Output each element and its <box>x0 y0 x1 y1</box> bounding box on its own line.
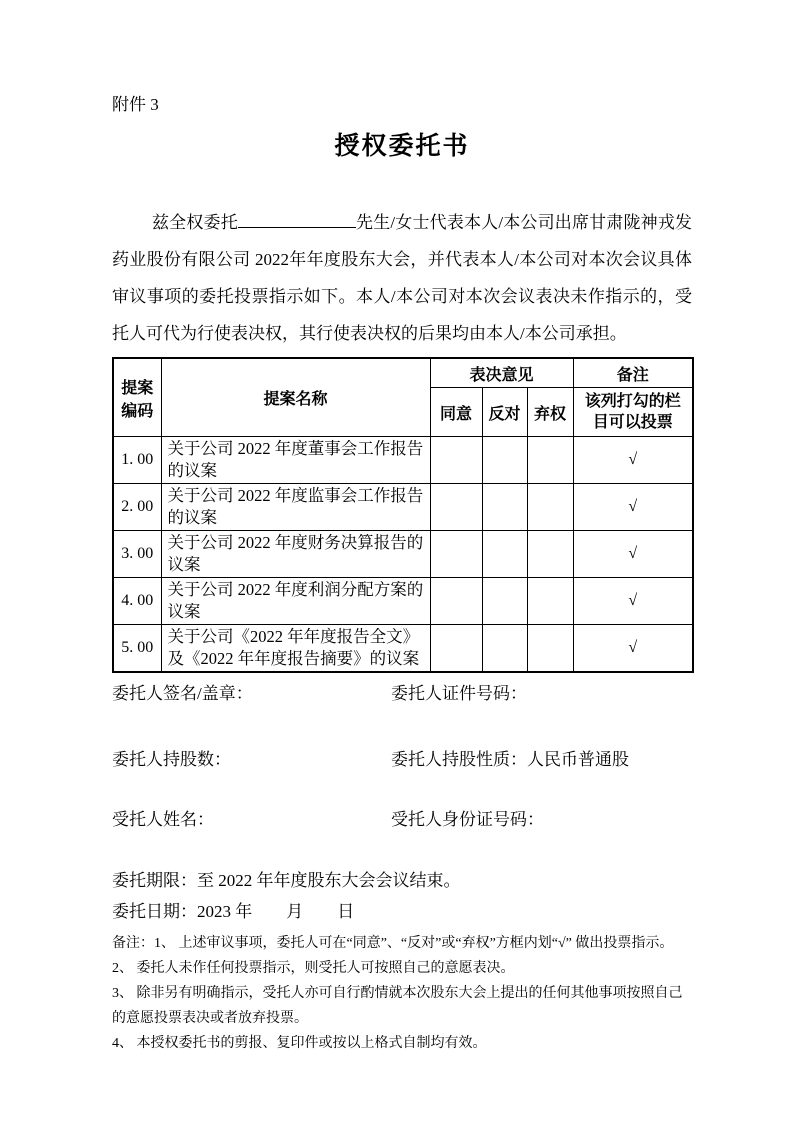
agree-vote-cell <box>430 484 482 531</box>
share-type-label: 委托人持股性质： <box>391 750 527 769</box>
agree-header: 同意 <box>430 388 482 437</box>
signature-blank-line <box>238 210 356 228</box>
note-line: 4、 本授权委托书的剪报、复印件或按以上格式自制均有效。 <box>112 1036 487 1051</box>
remark-header: 备注 <box>573 358 693 388</box>
remark-check-cell: √ <box>573 625 693 673</box>
proposal-code-header: 提案编码 <box>113 358 161 437</box>
trustee-name-label: 受托人姓名： <box>112 810 214 829</box>
remark-check-cell: √ <box>573 437 693 484</box>
proposal-name-header: 提案名称 <box>161 358 430 437</box>
note-line: 3、 除非另有明确指示，受托人亦可自行酌情就本次股东大会上提出的任何其他事项按照自己的意愿投票表决或者放弃投票。 <box>112 986 683 1026</box>
field-row <box>112 683 692 705</box>
against-vote-cell <box>482 625 527 673</box>
intro-paragraph <box>112 204 692 352</box>
against-vote-cell <box>482 484 527 531</box>
agree-vote-cell <box>430 437 482 484</box>
proposal-code-cell: 5. 00 <box>113 625 161 673</box>
abstain-vote-cell <box>527 437 573 484</box>
intro-after-blank: 先生/女士代表本人/本公司出席甘肃陇神戎发药业股份有限公司 2022年年度股东大会，并代表本人/本公司对本次会议具体审议事项的委托投票指示如下。本人/本公司对本次会议表决未作指示的，受托人可代为行使表决权，其行使表决权的后果均由本人/本公司承担。 <box>112 213 692 343</box>
intro-before-blank: 兹全权委托 <box>152 213 238 232</box>
table-row <box>113 484 693 531</box>
proposal-code-cell: 3. 00 <box>113 531 161 578</box>
against-vote-cell <box>482 578 527 625</box>
proposal-name-cell: 关于公司《2022 年年度报告全文》及《2022 年年度报告摘要》的议案 <box>161 625 430 673</box>
fields-section <box>112 683 692 923</box>
vote-opinion-header: 表决意见 <box>430 358 573 388</box>
abstain-vote-cell <box>527 625 573 673</box>
table-header-row-1 <box>113 358 693 388</box>
proposal-name-cell: 关于公司 2022 年度董事会工作报告的议案 <box>161 437 430 484</box>
proposal-code-cell: 2. 00 <box>113 484 161 531</box>
share-type-field <box>391 749 629 771</box>
proposal-name-cell: 关于公司 2022 年度监事会工作报告的议案 <box>161 484 430 531</box>
proposal-name-cell: 关于公司 2022 年度财务决算报告的议案 <box>161 531 430 578</box>
doc-title: 授权委托书 <box>334 132 470 160</box>
against-vote-cell <box>482 437 527 484</box>
abstain-vote-cell <box>527 578 573 625</box>
against-vote-cell <box>482 531 527 578</box>
document-content <box>112 0 692 1056</box>
proxy-vote-table <box>112 357 694 673</box>
agree-vote-cell <box>430 578 482 625</box>
agree-vote-cell <box>430 625 482 673</box>
remark-check-cell: √ <box>573 578 693 625</box>
note-line: 2、 委托人未作任何投票指示，则受托人可按照自己的意愿表决。 <box>112 961 515 976</box>
remark-check-cell: √ <box>573 484 693 531</box>
proposal-code-cell: 4. 00 <box>113 578 161 625</box>
grantor-shares-label: 委托人持股数： <box>112 750 231 769</box>
table-row <box>113 437 693 484</box>
trustee-id-label: 受托人身份证号码： <box>391 810 544 829</box>
agree-vote-cell <box>430 531 482 578</box>
remark-subheader: 该列打勾的栏目可以投票 <box>573 388 693 437</box>
table-row <box>113 531 693 578</box>
field-row <box>112 809 692 831</box>
attachment-label: 附件 3 <box>112 95 159 114</box>
field-row <box>112 749 692 771</box>
table-row <box>113 625 693 673</box>
notes-section <box>112 931 692 1056</box>
abstain-header: 弃权 <box>527 388 573 437</box>
remark-check-cell: √ <box>573 531 693 578</box>
note-line: 备注：1、 上述审议事项，委托人可在“同意”、“反对”或“弃权”方框内划“√” 做出投票指示。 <box>112 936 674 951</box>
proposal-code-cell: 1. 00 <box>113 437 161 484</box>
grantor-signature-label: 委托人签名/盖章： <box>112 684 253 703</box>
table-row <box>113 578 693 625</box>
proposal-name-cell: 关于公司 2022 年度利润分配方案的议案 <box>161 578 430 625</box>
grantor-id-label: 委托人证件号码： <box>391 684 527 703</box>
abstain-vote-cell <box>527 531 573 578</box>
proxy-date-line: 委托日期：2023 年 月 日 <box>112 902 355 921</box>
share-type-value: 人民币普通股 <box>527 750 629 769</box>
proxy-term-line: 委托期限：至 2022 年年度股东大会会议结束。 <box>112 871 461 890</box>
abstain-vote-cell <box>527 484 573 531</box>
against-header: 反对 <box>482 388 527 437</box>
